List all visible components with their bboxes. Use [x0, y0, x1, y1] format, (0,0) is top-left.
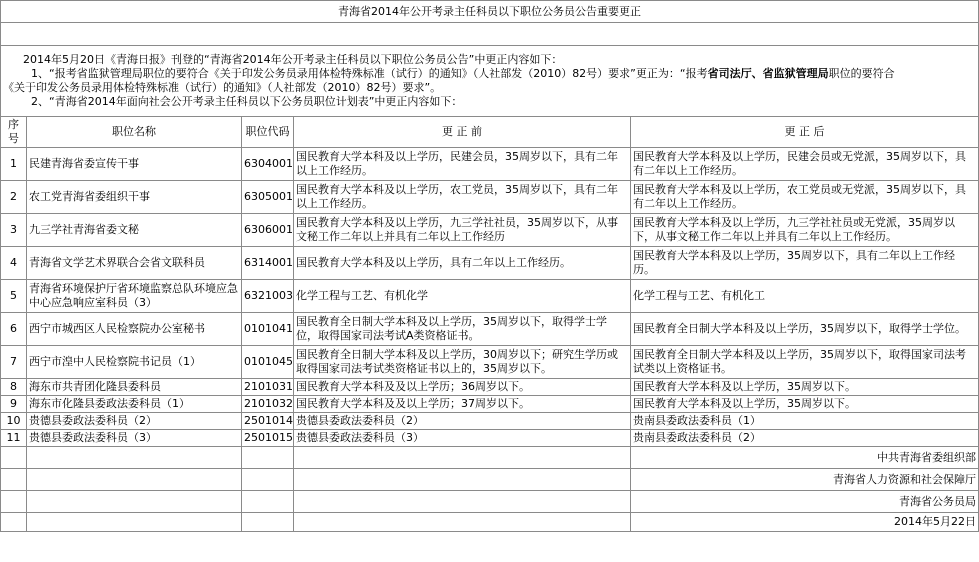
intro-line-2: 1、“报考省监狱管理局职位的要符合《关于印发公务员录用体检特殊标准（试行）的通知》（人社部发（2010）82号）要求”更正为：“报考省司法厅、省监狱管理局职位的要符合: [31, 67, 895, 80]
table-row: [1, 430, 979, 447]
cell-name: 青海省文学艺术界联合会省文联科员: [27, 247, 242, 280]
signature-org-3: 青海省公务员局: [631, 491, 979, 513]
cell-code: 6314001: [242, 247, 294, 280]
table-row: [1, 181, 979, 214]
header-name: 职位名称: [27, 117, 242, 148]
cell-name: 海东市共青团化隆县委科员: [27, 379, 242, 396]
cell-code: 0101045: [242, 346, 294, 379]
cell-before: 国民教育大学本科及以上学历，民建会员，35周岁以下，具有二年以上工作经历。: [294, 148, 631, 181]
cell-before: 国民教育大学本科及及以上学历；37周岁以下。: [294, 396, 631, 413]
cell-before: 国民教育大学本科及及以上学历；36周岁以下。: [294, 379, 631, 396]
cell-seq: 6: [1, 313, 27, 346]
cell-after: 国民教育大学本科及以上学历，35周岁以下，具有二年以上工作经历。: [631, 247, 979, 280]
signature-row: [1, 513, 979, 532]
cell-before: 化学工程与工艺、有机化学: [294, 280, 631, 313]
table-header-row: [1, 117, 979, 148]
intro-line-2-bold: 省司法厅、省监狱管理局: [707, 67, 829, 80]
cell-code: 6305001: [242, 181, 294, 214]
cell-before: 国民教育大学本科及以上学历，农工党员，35周岁以下，具有二年以上工作经历。: [294, 181, 631, 214]
cell-code: 2501015: [242, 430, 294, 447]
header-seq: 序号: [1, 117, 27, 148]
cell-name: 西宁市城西区人民检察院办公室秘书: [27, 313, 242, 346]
cell-before: 国民教育大学本科及以上学历，具有二年以上工作经历。: [294, 247, 631, 280]
cell-after: 贵南县委政法委科员（2）: [631, 430, 979, 447]
cell-name: 西宁市湟中人民检察院书记员（1）: [27, 346, 242, 379]
table-row: [1, 396, 979, 413]
signature-row: [1, 469, 979, 491]
intro-line-3: 《关于印发公务员录用体检特殊标准（试行）的通知》（人社部发（2010）82号）要求”。: [3, 81, 442, 94]
cell-seq: 8: [1, 379, 27, 396]
cell-after: 化学工程与工艺、有机化工: [631, 280, 979, 313]
blank-row: [1, 23, 979, 46]
cell-name: 农工党青海省委组织干事: [27, 181, 242, 214]
cell-seq: 11: [1, 430, 27, 447]
cell-code: 2101031: [242, 379, 294, 396]
cell-code: 2501014: [242, 413, 294, 430]
cell-after: 国民教育全日制大学本科及以上学历，35周岁以下，取得学士学位。: [631, 313, 979, 346]
table-row: [1, 247, 979, 280]
cell-after: 国民教育大学本科及以上学历，九三学社社员或无党派，35周岁以下，从事文秘工作二年以上并具有二年以上工作经历。: [631, 214, 979, 247]
table-row: [1, 379, 979, 396]
cell-after: 国民教育大学本科及以上学历，民建会员或无党派，35周岁以下，具有二年以上工作经历。: [631, 148, 979, 181]
cell-after: 贵南县委政法委科员（1）: [631, 413, 979, 430]
intro-row: [1, 46, 979, 117]
cell-before: 贵德县委政法委科员（2）: [294, 413, 631, 430]
intro-block: [1, 46, 979, 117]
cell-name: 贵德县委政法委科员（3）: [27, 430, 242, 447]
cell-code: 6304001: [242, 148, 294, 181]
cell-name: 民建青海省委宣传干事: [27, 148, 242, 181]
cell-before: 国民教育全日制大学本科及以上学历，30周岁以下；研究生学历或取得国家司法考试类资格证书以上的，35周岁以下。: [294, 346, 631, 379]
signature-date: 2014年5月22日: [631, 513, 979, 532]
page-title: 青海省2014年公开考录主任科员以下职位公务员公告重要更正: [1, 1, 979, 23]
cell-before: 贵德县委政法委科员（3）: [294, 430, 631, 447]
cell-code: 6306001: [242, 214, 294, 247]
header-after: 更 正 后: [631, 117, 979, 148]
table-row: [1, 313, 979, 346]
cell-after: 国民教育大学本科及以上学历，农工党员或无党派，35周岁以下，具有二年以上工作经历。: [631, 181, 979, 214]
cell-after: 国民教育大学本科及以上学历，35周岁以下。: [631, 379, 979, 396]
cell-name: 贵德县委政法委科员（2）: [27, 413, 242, 430]
signature-org-2: 青海省人力资源和社会保障厅: [631, 469, 979, 491]
cell-seq: 3: [1, 214, 27, 247]
cell-after: 国民教育大学本科及以上学历，35周岁以下。: [631, 396, 979, 413]
cell-seq: 7: [1, 346, 27, 379]
header-before: 更 正 前: [294, 117, 631, 148]
intro-line-1: 2014年5月20日《青海日报》刊登的“青海省2014年公开考录主任科员以下职位公务员公告”中更正内容如下：: [23, 53, 563, 66]
cell-name: 青海省环境保护厅省环境监察总队环境应急中心应急响应室科员（3）: [27, 280, 242, 313]
table-row: [1, 214, 979, 247]
cell-name: 九三学社青海省委文秘: [27, 214, 242, 247]
signature-org-1: 中共青海省委组织部: [631, 447, 979, 469]
cell-seq: 10: [1, 413, 27, 430]
cell-code: 2101032: [242, 396, 294, 413]
table-row: [1, 280, 979, 313]
cell-before: 国民教育大学本科及以上学历，九三学社社员，35周岁以下，从事文秘工作二年以上并具有二年以上工作经历: [294, 214, 631, 247]
cell-after: 国民教育全日制大学本科及以上学历，35周岁以下，取得国家司法考试类以上资格证书。: [631, 346, 979, 379]
cell-seq: 2: [1, 181, 27, 214]
table-row: [1, 148, 979, 181]
cell-seq: 9: [1, 396, 27, 413]
table-row: [1, 413, 979, 430]
title-row: [1, 1, 979, 23]
signature-row: [1, 491, 979, 513]
cell-seq: 4: [1, 247, 27, 280]
cell-before: 国民教育全日制大学本科及以上学历，35周岁以下，取得学士学位，取得国家司法考试A类资格证书。: [294, 313, 631, 346]
header-code: 职位代码: [242, 117, 294, 148]
signature-row: [1, 447, 979, 469]
cell-code: 0101041: [242, 313, 294, 346]
cell-name: 海东市化隆县委政法委科员（1）: [27, 396, 242, 413]
cell-seq: 1: [1, 148, 27, 181]
cell-code: 6321003: [242, 280, 294, 313]
table-row: [1, 346, 979, 379]
cell-seq: 5: [1, 280, 27, 313]
intro-line-4: 2、“青海省2014年面向社会公开考录主任科员以下公务员职位计划表”中更正内容如下：: [31, 95, 463, 108]
